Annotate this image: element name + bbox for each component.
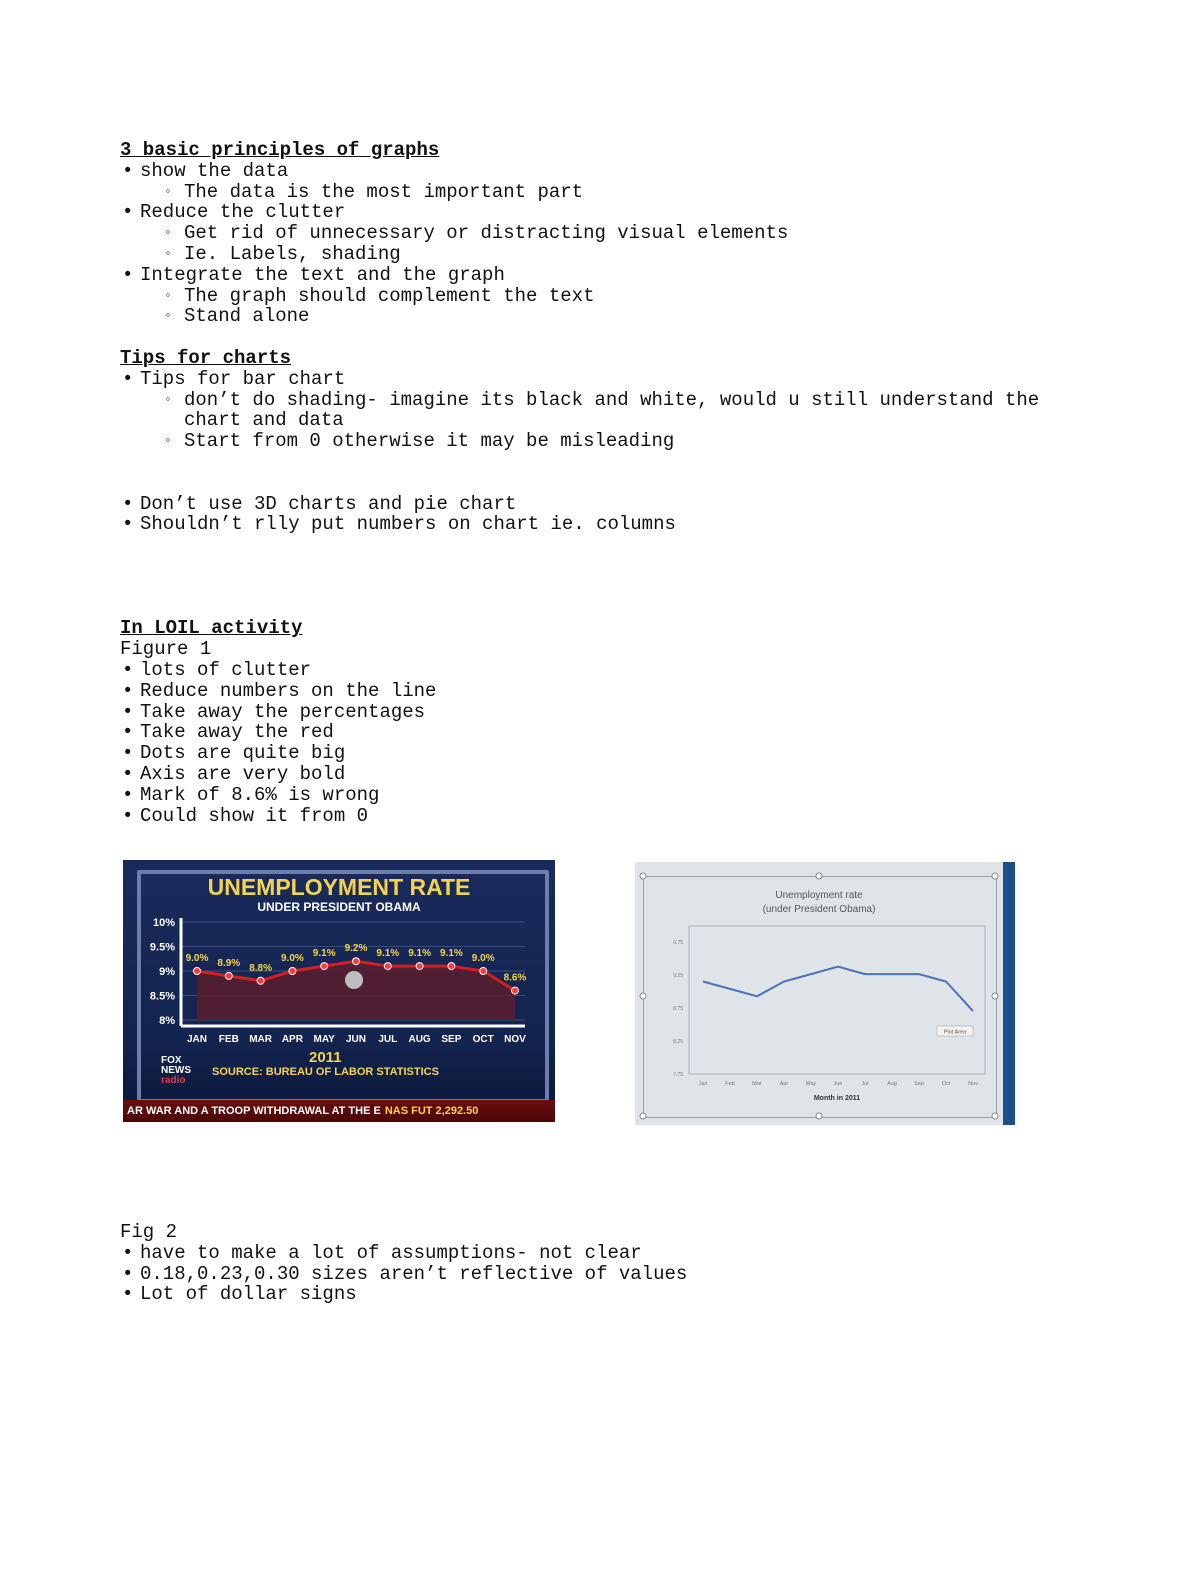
data-point bbox=[416, 963, 423, 970]
list-item: • Integrate the text and the graph bbox=[120, 265, 1100, 286]
list-item: • Reduce numbers on the line bbox=[120, 681, 1100, 702]
data-label: 9.1% bbox=[312, 948, 336, 960]
figure-2-label: Fig 2 bbox=[120, 1221, 178, 1243]
tooltip-text: Plot Area bbox=[943, 1029, 967, 1036]
resize-handle bbox=[816, 873, 822, 879]
list-item: • have to make a lot of assumptions- not clear bbox=[120, 1243, 1100, 1264]
data-point bbox=[353, 958, 360, 965]
chart-subtitle: (under President Obama) bbox=[762, 904, 876, 915]
figure-1-label: Figure 1 bbox=[120, 638, 212, 661]
data-label: 8.8% bbox=[249, 962, 272, 974]
data-label: 8.9% bbox=[217, 957, 241, 969]
figure-1-notes bbox=[120, 660, 1100, 826]
x-tick-label: Aug bbox=[887, 1081, 897, 1087]
sub-list-item: ◦ Ie. Labels, shading bbox=[120, 244, 1100, 265]
data-point bbox=[480, 968, 487, 975]
x-tick-label: JUN bbox=[345, 1034, 367, 1045]
x-tick-label: MAR bbox=[249, 1034, 272, 1045]
x-tick-label: OCT bbox=[472, 1034, 494, 1045]
fig2-notes-block bbox=[120, 1222, 1100, 1305]
sub-list-item: ◦ The data is the most important part bbox=[120, 182, 1100, 203]
chart-title: UNEMPLOYMENT RATE bbox=[207, 874, 471, 900]
principles-list bbox=[120, 161, 1100, 327]
section-heading-principles: 3 basic principles of graphs bbox=[120, 139, 440, 161]
list-item: • Dots are quite big bbox=[120, 743, 1100, 764]
y-tick-label: 9.25 bbox=[673, 973, 683, 979]
list-item: • Reduce the clutter bbox=[120, 202, 1100, 223]
x-tick-label: FEB bbox=[218, 1034, 239, 1045]
chart-source: SOURCE: BUREAU OF LABOR STATISTICS bbox=[212, 1066, 439, 1078]
list-item: • Mark of 8.6% is wrong bbox=[120, 785, 1100, 806]
resize-handle bbox=[992, 873, 998, 879]
sub-list-item: ◦ don’t do shading- imagine its black and white, would u still understand the chart and data bbox=[120, 390, 1100, 432]
data-label: 9.0% bbox=[471, 953, 495, 964]
figure-2-notes bbox=[120, 1243, 1100, 1305]
x-tick-label: Jun bbox=[833, 1081, 843, 1087]
section-heading-tips: Tips for charts bbox=[120, 346, 292, 369]
resize-handle bbox=[640, 873, 646, 879]
chart-year: 2011 bbox=[309, 1049, 342, 1066]
sub-list-item: ◦ Get rid of unnecessary or distracting visual elements bbox=[120, 223, 1100, 244]
ticker-index: NAS FUT 2,292.50 bbox=[384, 1105, 479, 1117]
data-point bbox=[384, 963, 391, 970]
data-point bbox=[257, 977, 264, 984]
y-tick-label: 8% bbox=[159, 1015, 175, 1027]
y-tick-label: 8.25 bbox=[673, 1039, 683, 1045]
list-item: • 0.18,0.23,0.30 sizes aren’t reflective of values bbox=[120, 1264, 1100, 1285]
data-label: 9.2% bbox=[344, 943, 368, 955]
sub-list-item: ◦ The graph should complement the text bbox=[120, 286, 1100, 307]
data-label: 9.0% bbox=[281, 953, 304, 964]
resize-handle bbox=[992, 1113, 998, 1119]
data-label: 9.1% bbox=[440, 948, 463, 960]
x-tick-label: Sep bbox=[914, 1081, 924, 1087]
x-axis-label: Month in 2011 bbox=[813, 1095, 861, 1102]
resize-handle bbox=[640, 1113, 646, 1119]
x-tick-label: JUL bbox=[378, 1034, 398, 1045]
series-line bbox=[703, 967, 973, 1011]
y-tick-label: 9% bbox=[159, 966, 175, 978]
x-tick-label: JAN bbox=[186, 1034, 208, 1045]
resize-handle bbox=[816, 1113, 822, 1119]
x-tick-label: SEP bbox=[441, 1034, 462, 1045]
list-item: • Don’t use 3D charts and pie chart bbox=[120, 494, 1100, 515]
resize-handle bbox=[992, 993, 998, 999]
chart-title: Unemployment rate bbox=[775, 890, 863, 901]
x-tick-label: Apr bbox=[779, 1081, 789, 1087]
sub-list-item: ◦ Stand alone bbox=[120, 306, 1100, 327]
data-point bbox=[448, 963, 455, 970]
list-item: • Shouldn’t rlly put numbers on chart ie. columns bbox=[120, 514, 1100, 535]
y-tick-label: 8.75 bbox=[673, 1006, 683, 1012]
list-item: • Lot of dollar signs bbox=[120, 1284, 1100, 1305]
document-body bbox=[120, 140, 1100, 826]
x-tick-label: Nov bbox=[968, 1081, 978, 1087]
list-item: • Tips for bar chart bbox=[120, 369, 1100, 390]
figure-2-image bbox=[635, 862, 1015, 1125]
x-tick-label: Jan bbox=[698, 1081, 708, 1087]
data-label: 9.1% bbox=[376, 948, 400, 960]
x-tick-label: Feb bbox=[725, 1081, 735, 1087]
tips-list-extra bbox=[120, 494, 1100, 536]
x-tick-label: Oct bbox=[941, 1081, 951, 1087]
x-tick-label: APR bbox=[281, 1034, 303, 1045]
x-tick-label: May bbox=[805, 1081, 817, 1087]
y-tick-label: 9.75 bbox=[673, 940, 683, 946]
y-tick-label: 9.5% bbox=[149, 941, 175, 954]
list-item: • lots of clutter bbox=[120, 660, 1100, 681]
plot-area bbox=[689, 926, 985, 1074]
chart-2-plot bbox=[635, 862, 1015, 1125]
list-item: • Could show it from 0 bbox=[120, 806, 1100, 827]
x-tick-label: MAY bbox=[313, 1034, 335, 1045]
tips-list bbox=[120, 369, 1100, 452]
data-label: 8.6% bbox=[503, 972, 527, 984]
list-item: • Take away the red bbox=[120, 722, 1100, 743]
x-tick-label: Jul bbox=[861, 1081, 869, 1087]
x-tick-label: NOV bbox=[504, 1034, 526, 1045]
resize-handle bbox=[640, 993, 646, 999]
list-item: • Take away the percentages bbox=[120, 702, 1100, 723]
data-label: 9.1% bbox=[408, 948, 431, 960]
data-point bbox=[194, 968, 201, 975]
ticker-text: AR WAR AND A TROOP WITHDRAWAL AT THE E bbox=[127, 1105, 381, 1117]
x-tick-label: Mar bbox=[752, 1081, 762, 1087]
fox-news-logo: FOX NEWS radio bbox=[161, 1055, 191, 1086]
section-heading-loil: In LOIL activity bbox=[120, 617, 303, 640]
x-tick-label: AUG bbox=[408, 1034, 431, 1045]
y-tick-label: 7.75 bbox=[673, 1072, 683, 1078]
data-point bbox=[512, 987, 519, 994]
chart-subtitle: UNDER PRESIDENT OBAMA bbox=[257, 900, 421, 914]
sub-list-item: ◦ Start from 0 otherwise it may be misleading bbox=[120, 431, 1100, 452]
cursor-blob bbox=[345, 971, 363, 989]
data-point bbox=[321, 963, 328, 970]
news-ticker bbox=[123, 1100, 555, 1122]
list-item: • show the data bbox=[120, 161, 1100, 182]
data-point bbox=[225, 972, 232, 979]
list-item: • Axis are very bold bbox=[120, 764, 1100, 785]
y-tick-label: 10% bbox=[152, 917, 175, 929]
data-point bbox=[289, 968, 296, 975]
y-tick-label: 8.5% bbox=[149, 990, 175, 1003]
figure-1-image bbox=[123, 860, 555, 1122]
data-label: 9.0% bbox=[185, 953, 209, 964]
